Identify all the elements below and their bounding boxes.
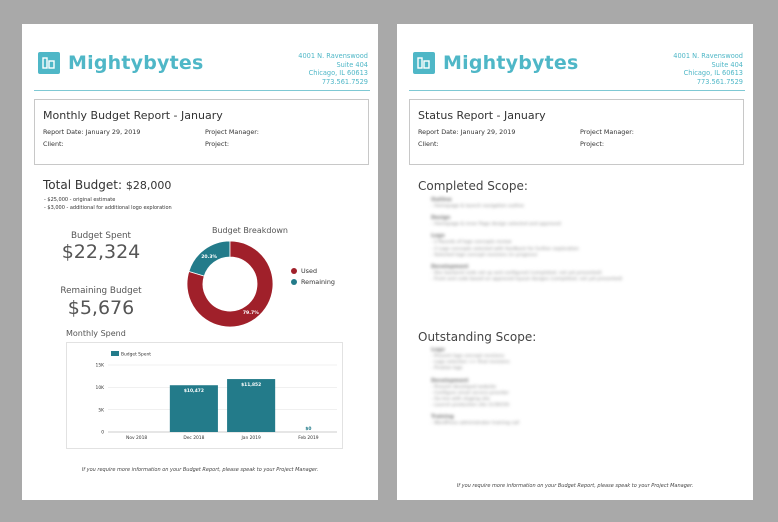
project-manager-label: Project Manager: bbox=[580, 128, 634, 136]
donut-chart-title: Budget Breakdown bbox=[212, 226, 288, 235]
outstanding-scope-heading: Outstanding Scope: bbox=[418, 330, 537, 344]
footer-note: If you require more information on your Budget Report, please speak to your Project Manager. bbox=[456, 483, 694, 489]
bar-legend-label: Budget Spent bbox=[121, 352, 151, 358]
scope-item: - Present logo concept revisions bbox=[431, 354, 505, 359]
bar-value-label: $11,852 bbox=[241, 383, 262, 389]
scope-item: - Selected logo concept revisions (in progress) bbox=[431, 252, 538, 258]
bar-value-label: $0 bbox=[305, 427, 312, 432]
report-title: Status Report - January bbox=[418, 109, 546, 122]
monthly-spend-svg bbox=[67, 343, 344, 450]
client-label: Client: bbox=[418, 140, 439, 148]
scope-group-heading: Design bbox=[431, 215, 451, 222]
y-tick-label: 5K bbox=[98, 408, 104, 414]
brand-name: Mightybytes bbox=[68, 52, 204, 74]
monthly-spend-title: Monthly Spend bbox=[66, 329, 126, 338]
logo-mark-icon bbox=[38, 52, 60, 74]
scope-item: - Logo selection >> final revisions bbox=[431, 360, 510, 366]
scope-item: - Dev backend code set up and configured (completed, not yet presented) bbox=[431, 271, 602, 277]
scope-item: - Go-live with staging site bbox=[431, 397, 490, 403]
legend-item-used bbox=[291, 265, 335, 276]
x-tick-label: Jan 2019 bbox=[241, 436, 261, 441]
project-label: Project: bbox=[205, 140, 230, 148]
budget-spent-value: $22,324 bbox=[61, 241, 141, 263]
bar-value-label: $10,472 bbox=[183, 389, 204, 395]
company-address bbox=[298, 52, 368, 86]
address-line: 4001 N. Ravenswood bbox=[298, 52, 368, 60]
legend-dot-icon bbox=[291, 279, 297, 285]
scope-item: - 2 Rounds of logo concepts review bbox=[431, 240, 512, 246]
legend-item-remaining bbox=[291, 276, 335, 287]
bar-legend-swatch bbox=[111, 351, 119, 356]
address-line: Suite 404 bbox=[336, 60, 368, 69]
footer-note: If you require more information on your Budget Report, please speak to your Project Manager. bbox=[81, 467, 319, 473]
legend-label: Used bbox=[301, 266, 317, 275]
donut-slice-label: 20.3% bbox=[201, 254, 218, 260]
address-line: Chicago, IL 60613 bbox=[308, 69, 368, 78]
x-tick-label: Feb 2019 bbox=[298, 436, 319, 441]
brand-name: Mightybytes bbox=[443, 52, 579, 74]
completed-scope-list bbox=[431, 192, 622, 283]
scope-item: - WordPress administrator training call bbox=[431, 421, 520, 427]
budget-spent-label: Budget Spent bbox=[70, 231, 132, 241]
budget-note: - $25,000 - original estimate bbox=[44, 197, 116, 203]
budget-notes bbox=[44, 197, 172, 212]
report-info-box bbox=[409, 99, 744, 165]
donut-legend bbox=[291, 265, 335, 287]
report-date: Report Date: January 29, 2019 bbox=[418, 128, 516, 136]
monthly-spend-chart bbox=[66, 342, 343, 449]
address-phone: 773.561.7529 bbox=[696, 77, 743, 86]
x-tick-label: Dec 2018 bbox=[183, 436, 205, 441]
budget-report-page bbox=[22, 24, 378, 500]
scope-group-heading: Logo bbox=[431, 233, 445, 240]
scope-group-heading: Outline bbox=[431, 197, 452, 203]
address-line: Suite 404 bbox=[711, 60, 743, 69]
scope-item: - Launch production site (1/30/19) bbox=[431, 403, 510, 409]
scope-group-heading: Development bbox=[431, 377, 469, 384]
report-title: Monthly Budget Report - January bbox=[43, 109, 223, 122]
project-label: Project: bbox=[580, 140, 605, 148]
legend-dot-icon bbox=[291, 268, 297, 274]
donut-slice-label: 79.7% bbox=[242, 311, 259, 317]
brand-logo bbox=[38, 52, 203, 74]
scope-item: - Configure email service provider bbox=[431, 390, 510, 396]
address-line: Chicago, IL 60613 bbox=[683, 69, 743, 78]
scope-item: - Finalize logo bbox=[431, 366, 463, 372]
scope-group-heading: Logo bbox=[431, 347, 445, 353]
completed-scope-heading: Completed Scope: bbox=[418, 179, 528, 193]
total-budget bbox=[43, 178, 171, 192]
legend-label: Remaining bbox=[301, 277, 335, 286]
remaining-budget-label: Remaining Budget bbox=[60, 286, 142, 296]
y-tick-label: 0 bbox=[101, 430, 104, 436]
budget-note: - $3,000 - additional for additional logo exploration bbox=[44, 204, 172, 211]
logo-mark-icon bbox=[413, 52, 435, 74]
y-tick-label: 15K bbox=[95, 363, 104, 369]
company-address bbox=[673, 52, 743, 86]
budget-breakdown-donut bbox=[185, 239, 275, 329]
scope-item: - Homepage & inner Page design selected and approved bbox=[431, 222, 561, 228]
scope-item: - Present developed website bbox=[431, 384, 497, 390]
remaining-budget-value: $5,676 bbox=[67, 297, 135, 319]
address-phone: 773.561.7529 bbox=[321, 77, 368, 86]
y-tick-label: 10K bbox=[95, 385, 104, 391]
scope-item: - 2 Logo concepts selected with feedback for further exploration bbox=[431, 246, 579, 252]
total-budget-label: Total Budget: bbox=[43, 178, 123, 192]
header-divider bbox=[34, 90, 370, 91]
header-divider bbox=[409, 90, 745, 91]
x-tick-label: Nov 2018 bbox=[126, 436, 148, 441]
scope-group-heading: Training bbox=[431, 414, 454, 421]
report-info-box bbox=[34, 99, 369, 165]
total-budget-value: $28,000 bbox=[125, 179, 172, 192]
client-label: Client: bbox=[43, 140, 64, 148]
status-report-page bbox=[397, 24, 753, 500]
scope-item: - Homepage & launch navigation outline bbox=[431, 204, 524, 209]
project-manager-label: Project Manager: bbox=[205, 128, 259, 136]
outstanding-scope-list bbox=[431, 342, 519, 428]
brand-logo bbox=[413, 52, 578, 74]
scope-item: - Front end code based on approved layout designs (completed, not yet presented) bbox=[431, 277, 623, 283]
scope-group-heading: Development bbox=[431, 264, 469, 271]
address-line: 4001 N. Ravenswood bbox=[673, 52, 743, 60]
report-date: Report Date: January 29, 2019 bbox=[43, 128, 141, 136]
